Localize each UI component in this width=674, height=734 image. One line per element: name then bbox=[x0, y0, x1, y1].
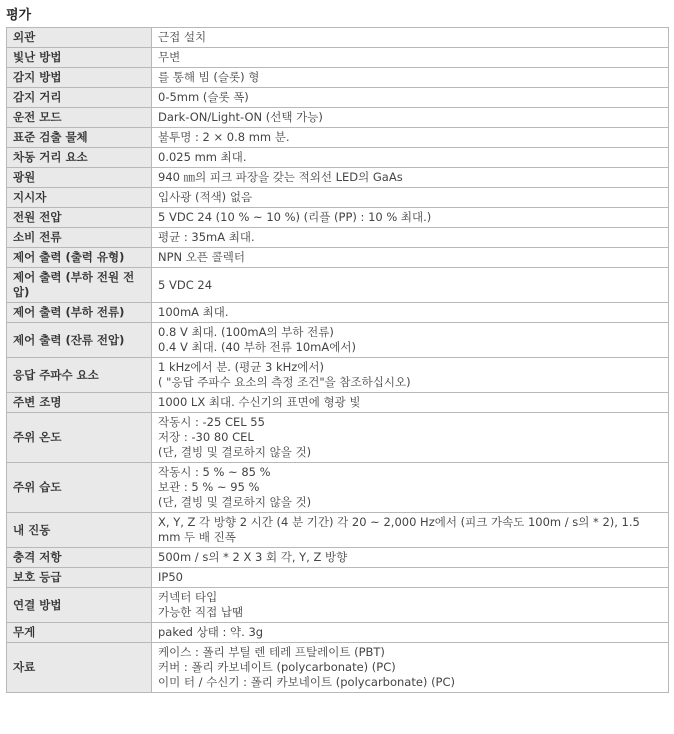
table-row bbox=[7, 128, 669, 148]
table-row bbox=[7, 588, 669, 623]
table-row bbox=[7, 188, 669, 208]
value-line: 0-5mm (슬롯 폭) bbox=[158, 90, 249, 104]
value-line: NPN 오픈 콜렉터 bbox=[158, 250, 245, 264]
value-line: ( "응답 주파수 요소의 측정 조건"을 참조하십시오) bbox=[158, 375, 411, 389]
value-line: 500m / s의 * 2 X 3 회 각, Y, Z 방향 bbox=[158, 550, 348, 564]
value-line: 커버 : 폴리 카보네이트 (polycarbonate) (PC) bbox=[158, 660, 396, 674]
table-row bbox=[7, 548, 669, 568]
value-line: 가능한 직접 납땜 bbox=[158, 605, 244, 619]
value-line: 0.025 mm 최대. bbox=[158, 150, 247, 164]
value-line: 작동시 : -25 CEL 55 bbox=[158, 415, 265, 429]
value-line: Dark-ON/Light-ON (선택 가능) bbox=[158, 110, 323, 124]
row-value bbox=[152, 168, 669, 188]
value-line: (단, 결빙 및 결로하지 않을 것) bbox=[158, 445, 312, 459]
value-line: 100mA 최대. bbox=[158, 305, 229, 319]
row-value bbox=[152, 188, 669, 208]
row-label: 보호 등급 bbox=[7, 568, 152, 588]
value-line: 저장 : -30 80 CEL bbox=[158, 430, 254, 444]
table-row bbox=[7, 148, 669, 168]
value-line: 케이스 : 폴리 부틸 렌 테레 프탈레이트 (PBT) bbox=[158, 645, 385, 659]
value-line: 불투명 : 2 × 0.8 mm 분. bbox=[158, 130, 290, 144]
row-label: 광원 bbox=[7, 168, 152, 188]
row-label: 운전 모드 bbox=[7, 108, 152, 128]
spec-table-body bbox=[7, 28, 669, 693]
row-label: 표준 검출 물체 bbox=[7, 128, 152, 148]
row-value bbox=[152, 68, 669, 88]
table-row bbox=[7, 463, 669, 513]
row-label: 충격 저항 bbox=[7, 548, 152, 568]
table-row bbox=[7, 358, 669, 393]
table-row bbox=[7, 48, 669, 68]
row-label: 제어 출력 (부하 전원 전압) bbox=[7, 268, 152, 303]
row-label: 주위 온도 bbox=[7, 413, 152, 463]
row-value bbox=[152, 393, 669, 413]
row-value bbox=[152, 268, 669, 303]
row-value bbox=[152, 88, 669, 108]
row-value bbox=[152, 643, 669, 693]
row-value bbox=[152, 208, 669, 228]
table-row bbox=[7, 68, 669, 88]
value-line: paked 상태 : 약. 3g bbox=[158, 625, 264, 639]
row-value bbox=[152, 303, 669, 323]
table-row bbox=[7, 108, 669, 128]
value-line: (단, 결빙 및 결로하지 않을 것) bbox=[158, 495, 312, 509]
row-value bbox=[152, 148, 669, 168]
value-line: 1000 LX 최대. 수신기의 표면에 형광 빛 bbox=[158, 395, 361, 409]
value-line: 5 VDC 24 (10 % ~ 10 %) (리플 (PP) : 10 % 최대.) bbox=[158, 210, 432, 224]
row-label: 응답 주파수 요소 bbox=[7, 358, 152, 393]
table-row bbox=[7, 323, 669, 358]
row-value bbox=[152, 548, 669, 568]
row-label: 차동 거리 요소 bbox=[7, 148, 152, 168]
value-line: 보관 : 5 % ~ 95 % bbox=[158, 480, 260, 494]
table-row bbox=[7, 513, 669, 548]
spec-table bbox=[6, 27, 669, 693]
row-label: 주변 조명 bbox=[7, 393, 152, 413]
row-value bbox=[152, 413, 669, 463]
table-row bbox=[7, 643, 669, 693]
row-label: 내 진동 bbox=[7, 513, 152, 548]
row-value bbox=[152, 588, 669, 623]
value-line: 작동시 : 5 % ~ 85 % bbox=[158, 465, 271, 479]
row-value bbox=[152, 358, 669, 393]
value-line: 0.4 V 최대. (40 부하 전류 10mA에서) bbox=[158, 340, 356, 354]
value-line: 평균 : 35mA 최대. bbox=[158, 230, 255, 244]
value-line: 이미 터 / 수신기 : 폴리 카보네이트 (polycarbonate) (PC) bbox=[158, 675, 456, 689]
row-label: 제어 출력 (부하 전류) bbox=[7, 303, 152, 323]
value-line: 940 ㎚의 피크 파장을 갖는 적외선 LED의 GaAs bbox=[158, 170, 403, 184]
table-row bbox=[7, 88, 669, 108]
table-row bbox=[7, 28, 669, 48]
row-label: 무게 bbox=[7, 623, 152, 643]
value-line: 5 VDC 24 bbox=[158, 277, 213, 292]
row-value bbox=[152, 623, 669, 643]
value-line: 무변 bbox=[158, 50, 181, 64]
table-row bbox=[7, 228, 669, 248]
row-value bbox=[152, 513, 669, 548]
value-line: 커넥터 타입 bbox=[158, 590, 218, 604]
row-label: 연결 방법 bbox=[7, 588, 152, 623]
table-row bbox=[7, 168, 669, 188]
value-line: 입사광 (적색) 없음 bbox=[158, 190, 253, 204]
table-row bbox=[7, 268, 669, 303]
row-label: 소비 전류 bbox=[7, 228, 152, 248]
row-label: 주위 습도 bbox=[7, 463, 152, 513]
row-value bbox=[152, 48, 669, 68]
row-label: 감지 거리 bbox=[7, 88, 152, 108]
row-value bbox=[152, 228, 669, 248]
row-label: 감지 방법 bbox=[7, 68, 152, 88]
value-line: IP50 bbox=[158, 570, 183, 584]
value-line: 를 통해 빔 (슬롯) 형 bbox=[158, 70, 260, 84]
table-row bbox=[7, 623, 669, 643]
row-label: 외관 bbox=[7, 28, 152, 48]
row-label: 자료 bbox=[7, 643, 152, 693]
row-value bbox=[152, 568, 669, 588]
value-line: X, Y, Z 각 방향 2 시간 (4 분 기간) 각 20 ~ 2,000 Hz에서 (피크 가속도 100m / s의 * 2), 1.5 mm 두 배 진폭 bbox=[158, 515, 640, 544]
row-value bbox=[152, 248, 669, 268]
table-row bbox=[7, 413, 669, 463]
row-label: 지시자 bbox=[7, 188, 152, 208]
row-label: 제어 출력 (잔류 전압) bbox=[7, 323, 152, 358]
row-label: 전원 전압 bbox=[7, 208, 152, 228]
value-line: 0.8 V 최대. (100mA의 부하 전류) bbox=[158, 325, 334, 339]
row-value bbox=[152, 463, 669, 513]
section-title: 평가 bbox=[6, 8, 32, 23]
table-row bbox=[7, 393, 669, 413]
row-value bbox=[152, 323, 669, 358]
value-line: 1 kHz에서 분. (평균 3 kHz에서) bbox=[158, 360, 324, 374]
row-value bbox=[152, 108, 669, 128]
row-label: 제어 출력 (출력 유형) bbox=[7, 248, 152, 268]
row-value bbox=[152, 128, 669, 148]
table-row bbox=[7, 248, 669, 268]
table-row bbox=[7, 568, 669, 588]
value-line: 근접 설치 bbox=[158, 30, 207, 44]
row-value bbox=[152, 28, 669, 48]
table-row bbox=[7, 303, 669, 323]
row-label: 빛난 방법 bbox=[7, 48, 152, 68]
table-row bbox=[7, 208, 669, 228]
